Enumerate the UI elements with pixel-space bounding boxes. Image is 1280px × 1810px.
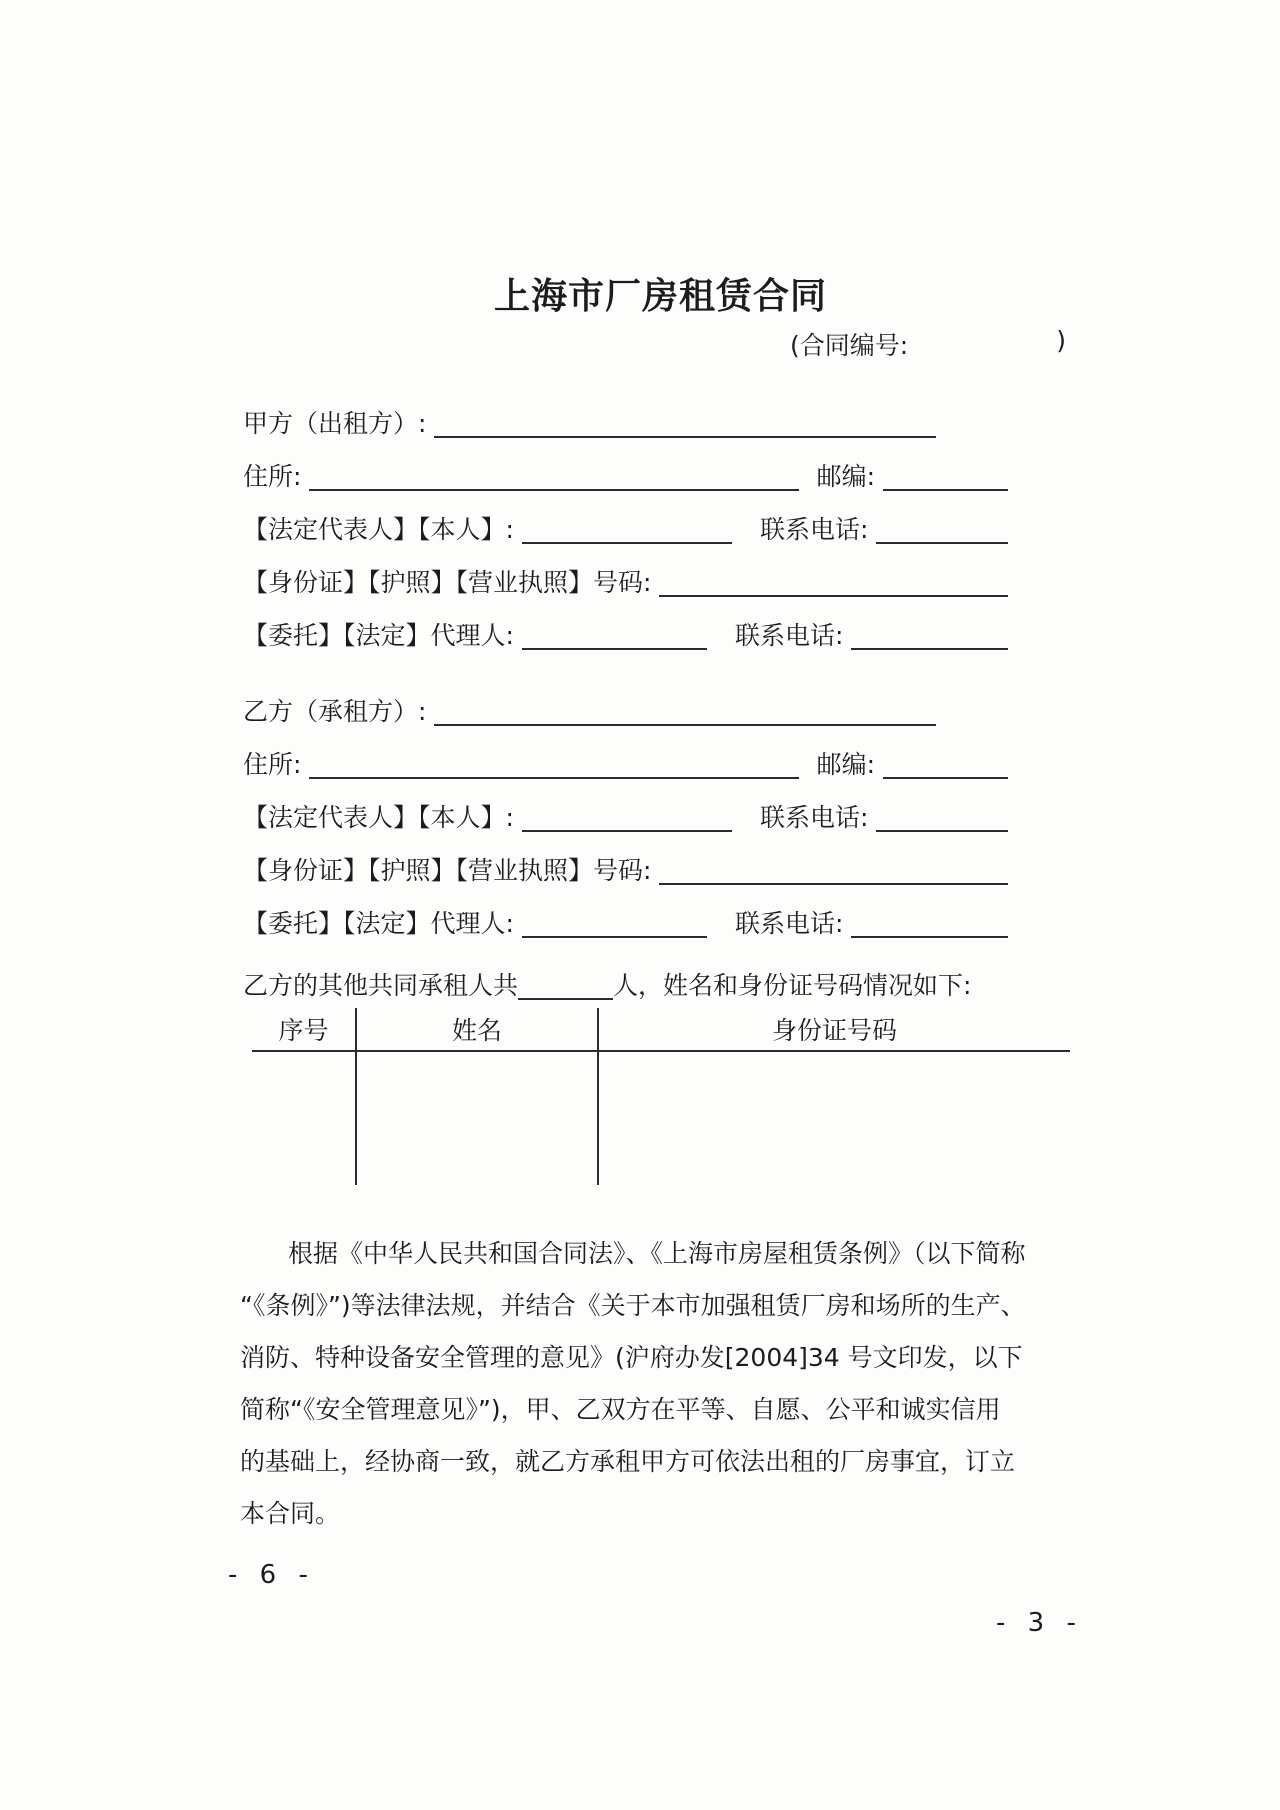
page-number-left: - 6 - — [228, 1560, 315, 1590]
co-tenants-intro-prefix: 乙方的其他共同承租人共 — [243, 971, 519, 1000]
preamble-line: 本合同。 — [240, 1499, 341, 1528]
preamble-line: “《条例》”)等法律法规，并结合《关于本市加强租赁厂房和场所的生产、 — [240, 1291, 1026, 1320]
co-tenants-cell-name — [355, 1052, 597, 1185]
party-b-representative-row — [243, 798, 1008, 851]
party-b-address-label: 住所: — [243, 750, 302, 779]
party-b-id-blank — [659, 883, 1008, 885]
party-b-agent-blank — [522, 936, 707, 938]
document-title: 上海市厂房租赁合同 — [494, 276, 828, 317]
co-tenants-intro — [243, 966, 1033, 1008]
contract-number-close-paren: ) — [1056, 326, 1066, 355]
party-a-name-row — [243, 404, 936, 457]
preamble-line: 简称“《安全管理意见》”)，甲、乙双方在平等、自愿、公平和诚实信用 — [240, 1395, 1001, 1424]
party-a-name-blank — [434, 436, 936, 438]
co-tenants-count-blank — [518, 998, 613, 1000]
party-b-phone-label: 联系电话: — [759, 803, 869, 832]
party-a-agent-blank — [522, 648, 707, 650]
party-a-address-label: 住所: — [243, 462, 302, 491]
party-a-agent-label: 【委托】【法定】代理人: — [243, 621, 514, 650]
party-a-id-blank — [659, 595, 1008, 597]
party-b-agent-label: 【委托】【法定】代理人: — [243, 909, 514, 938]
preamble-line: 消防、特种设备安全管理的意见》(沪府办发[2004]34 号文印发，以下 — [240, 1343, 1023, 1372]
preamble-line: 根据《中华人民共和国合同法》、《上海市房屋租赁条例》（以下简称 — [288, 1239, 1026, 1268]
party-a-agent-phone-label: 联系电话: — [734, 621, 844, 650]
party-b-postal-blank — [883, 777, 1008, 779]
party-a-section — [243, 404, 1008, 669]
co-tenants-header-id-number: 身份证号码 — [597, 1008, 1070, 1050]
preamble-paragraph — [240, 1228, 1026, 1540]
co-tenants-header-index: 序号 — [278, 1016, 329, 1045]
party-b-agent-phone-label: 联系电话: — [734, 909, 844, 938]
party-a-name-label: 甲方（出租方）: — [243, 409, 427, 438]
party-b-agent-phone-blank — [851, 936, 1008, 938]
party-b-postal-label: 邮编: — [816, 750, 875, 779]
party-b-name-row — [243, 692, 936, 745]
contract-number-label: (合同编号: — [790, 331, 909, 360]
party-a-representative-blank — [522, 542, 732, 544]
party-b-id-row — [243, 851, 1008, 904]
party-a-agent-row — [243, 616, 1008, 669]
party-b-representative-label: 【法定代表人】【本人】: — [243, 803, 514, 832]
party-a-phone-blank — [876, 542, 1008, 544]
party-b-section — [243, 692, 1008, 957]
co-tenants-intro-suffix: 人，姓名和身份证号码情况如下: — [613, 971, 972, 1000]
party-a-phone-label: 联系电话: — [759, 515, 869, 544]
party-a-representative-row — [243, 510, 1008, 563]
party-a-representative-label: 【法定代表人】【本人】: — [243, 515, 514, 544]
preamble-line: 的基础上，经协商一致，就乙方承租甲方可依法出租的厂房事宜，订立 — [240, 1447, 1016, 1476]
contract-number-line — [790, 326, 1066, 362]
party-a-address-row — [243, 457, 1008, 510]
party-b-name-blank — [434, 724, 936, 726]
party-b-address-blank — [309, 777, 798, 779]
party-a-address-blank — [309, 489, 798, 491]
co-tenants-table — [252, 1008, 1070, 1185]
party-b-name-label: 乙方（承租方）: — [243, 697, 427, 726]
party-b-address-row — [243, 745, 1008, 798]
party-b-representative-blank — [522, 830, 732, 832]
co-tenants-cell-index — [252, 1052, 355, 1185]
party-b-agent-row — [243, 904, 1008, 957]
page-number-right: - 3 - — [996, 1608, 1083, 1638]
co-tenants-table-header-row — [252, 1008, 1070, 1052]
party-a-postal-blank — [883, 489, 1008, 491]
party-a-postal-label: 邮编: — [816, 462, 875, 491]
co-tenants-table-empty-row — [252, 1052, 1070, 1185]
party-b-id-label: 【身份证】【护照】【营业执照】号码: — [243, 856, 652, 885]
party-a-agent-phone-blank — [851, 648, 1008, 650]
party-a-id-label: 【身份证】【护照】【营业执照】号码: — [243, 568, 652, 597]
party-a-id-row — [243, 563, 1008, 616]
party-b-phone-blank — [876, 830, 1008, 832]
co-tenants-cell-id-number — [597, 1052, 1070, 1185]
co-tenants-header-name: 姓名 — [355, 1008, 597, 1050]
